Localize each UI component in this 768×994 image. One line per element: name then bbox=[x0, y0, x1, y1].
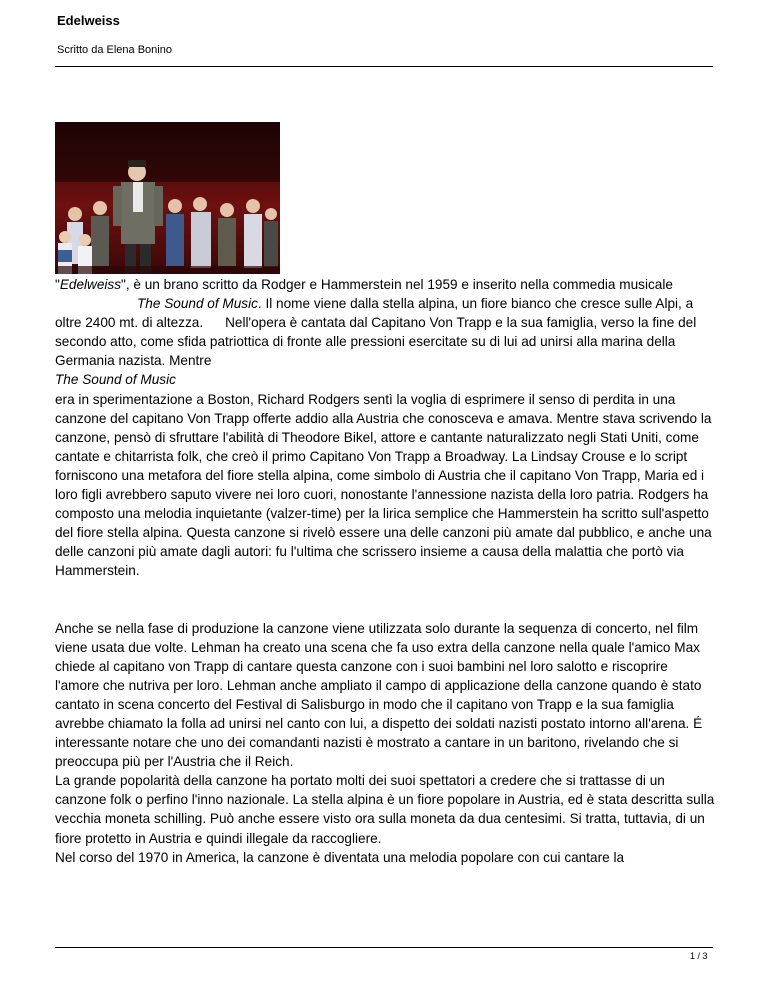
author-byline: Scritto da Elena Bonino bbox=[57, 44, 172, 56]
header-divider bbox=[55, 66, 713, 67]
paragraph-text: era in sperimentazione a Boston, Richard Rodgers sentì la voglia di esprimere il senso di perdita in una canzone del capitano Von Trapp offerte addio alla Austria che conosceva e amava. Mentre stava scrivendo la canzone, pensò di sfruttare l'abilità di Theodore Bikel, attore e cantante naturalizzato negli Stati Uniti, come cantate e chitarrista folk, che creò il primo Capitano Von Trapp a Broadway. La Lindsay Crouse e lo script forniscono una metafora del fiore stella alpina, come simbolo di Austria che il capitano Von Trapp, Maria ed i loro figli avrebbero saputo vivere nei loro cuori, nonostante l'annessione nazista della loro patria. Rodgers ha composto una melodia inquietante (valzer-time) per la lirica semplice che Hammerstein ha scritto sull'aspetto del fiore stella alpina. Questa canzone si rivelò essere una delle canzoni più amate dal pubblico, e anche una delle canzoni più amate dagli autori: fu l'ultima che scrissero insieme a causa della malattia che portò via Hammerstein. bbox=[55, 391, 712, 579]
paragraph-4: Nel corso del 1970 in America, la canzone è diventata una melodia popolare con cui cantare la bbox=[55, 849, 625, 865]
quote-mark: " bbox=[55, 277, 60, 292]
paragraph-2: Anche se nella fase di produzione la canzone viene utilizzata solo durante la sequenza di concerto, nel film viene usata due volte. Lehman ha creato una scena che fa uso extra della canzone nella quale l'amico Max chiede al capitano von Trapp di cantare questa canzone con i suoi bambini nel loro salotto e riscoprire l'amore che nutriva per loro. Lehman anche ampliato il campo di applicazione della canzone quando è stato cantato in scena concerto del Festival di Salisburgo in modo che il capitano von Trapp e la sua famiglia avrebbe chiamato la folla ad unirsi nel canto con lui, a dispetto dei soldati nazisti postato intorno all'arena. É interessante notare che uno dei comandanti nazisti è mostrato a cantare in un baritono, rivelando che si preoccupa più per l'Austria che il Reich. bbox=[55, 620, 703, 770]
paragraph-1 bbox=[55, 275, 715, 581]
song-title: Edelweiss bbox=[59, 277, 122, 292]
paragraph-text: ", è un brano scritto da Rodger e Hammerstein nel 1959 e inserito nella commedia musicale bbox=[121, 277, 673, 292]
musical-title: The Sound of Music bbox=[55, 372, 176, 388]
page-number: 1 / 3 bbox=[690, 951, 708, 961]
stage-photo bbox=[55, 122, 280, 274]
paragraph-3: La grande popolarità della canzone ha portato molti dei suoi spettatori a credere che si trattasse di un canzone folk o perfino l'inno nazionale. La stella alpina è un fiore popolare in Austria, ed è stata descritta sulla vecchia moneta schilling. Può anche essere visto ora sulla moneta da dua centesimi. Si tratta, tuttavia, di un fiore protetto in Austria e quindi illegale da raccogliere. bbox=[55, 773, 715, 846]
paragraph-text: Nell'opera è cantata dal Capitano Von Trapp e la sua famiglia, verso la fine del secondo atto, come sfida patriottica di fronte alle pressioni esercitate su di lui ad unirsi alla marina della Germania nazista. Mentre bbox=[55, 315, 697, 369]
paragraph-text: . Il nome viene dalla stella alpina, un fiore bianco che cresce sulle Alpi, a oltre 2400 mt. di altezza. bbox=[55, 296, 694, 331]
musical-title: The Sound of Music bbox=[137, 296, 258, 312]
article-body bbox=[55, 275, 715, 867]
page-title: Edelweiss bbox=[57, 13, 120, 28]
footer-divider bbox=[55, 947, 713, 948]
stage-photo-icon bbox=[55, 122, 280, 274]
